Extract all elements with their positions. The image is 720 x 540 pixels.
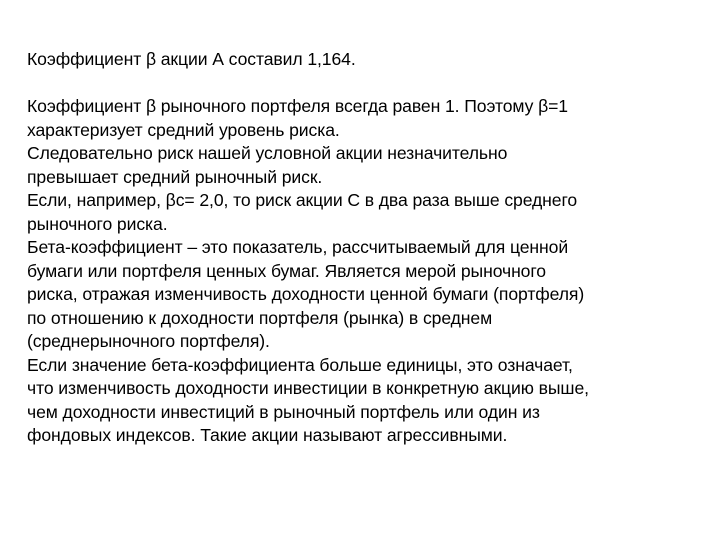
text-line-therefore: Следовательно риск нашей условной акции незначительно [27,143,508,163]
text-line-exceeds: превышает средний рыночный риск. [27,166,323,187]
text-line-securities: бумаги или портфеля ценных бумаг. Является мерой рыночного [27,260,546,281]
blank-line [27,72,707,96]
text-line-variability: риска, отражая изменчивость доходности ценной бумаги (портфеля) [27,284,585,304]
slide-text-block [27,48,707,448]
text-line-market-portfolio: чем доходности инвестиций в рыночный портфель или один из [27,401,540,422]
text-line-average-risk: характеризует средний уровень риска. [27,119,340,140]
text-line-if-greater: Если значение бета-коэффициента больше единицы, это означает, [27,354,573,375]
text-line-aggressive: фондовых индексов. Такие акции называют агрессивными. [27,425,508,445]
text-line-market-risk: рыночного риска. [27,213,168,234]
text-line-relative: по отношению к доходности портфеля (рынка) в среднем [27,307,493,328]
text-line-average-portfolio: (среднерыночного портфеля). [27,331,270,351]
text-line-beta-a: Коэффициент β акции А составил 1,164. [27,49,356,69]
text-line-example: Если, например, βс= 2,0, то риск акции С в два раза выше среднего [27,190,578,210]
text-line-investment-variability: что изменчивость доходности инвестиции в конкретную акцию выше, [27,378,589,398]
text-line-market-beta: Коэффициент β рыночного портфеля всегда равен 1. Поэтому β=1 [27,96,568,116]
text-line-beta-definition: Бета-коэффициент – это показатель, рассчитываемый для ценной [27,237,569,257]
